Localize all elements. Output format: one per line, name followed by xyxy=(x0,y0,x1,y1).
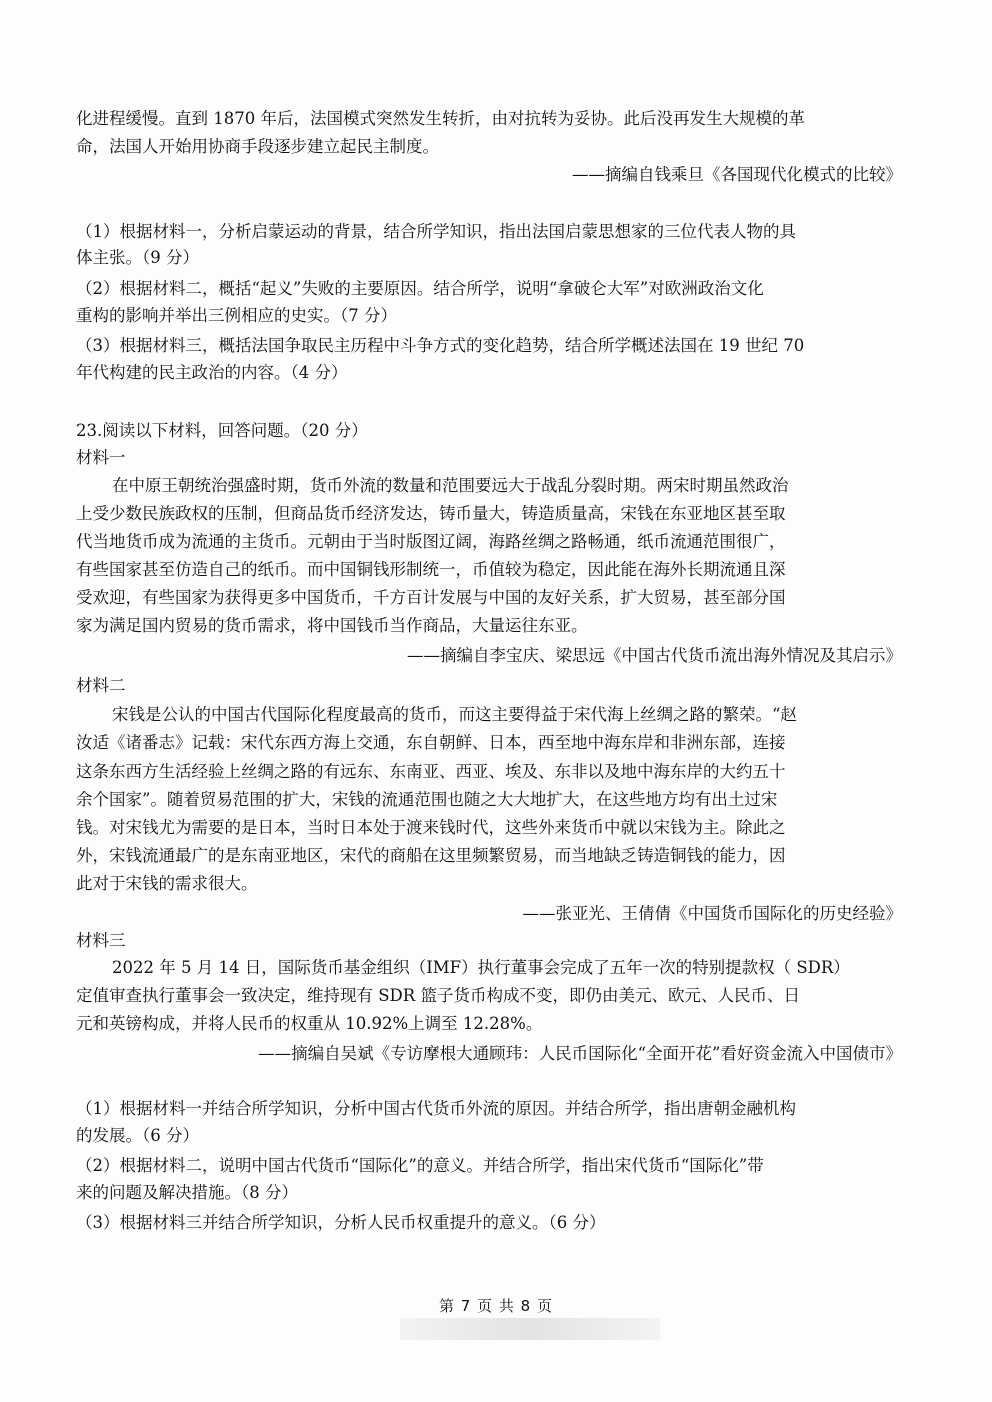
question-title: 23.阅读以下材料，回答问题。（20 分） xyxy=(76,421,368,440)
scan-artifact xyxy=(400,1318,660,1340)
material-text-line: 家为满足国内贸易的货币需求，将中国钱币当作商品，大量运往东亚。 xyxy=(76,616,588,635)
material-text-line: 元和英镑构成，并将人民币的权重从 10.92%上调至 12.28%。 xyxy=(76,1014,543,1033)
question-text-line: （3）根据材料三，概括法国争取民主历程中斗争方式的变化趋势，结合所学概述法国在 19 世纪 70 xyxy=(76,336,805,355)
material-text-line: 汝适《诸番志》记载：宋代东西方海上交通，东自朝鲜、日本，西至地中海东岸和非洲东部，连接 xyxy=(76,733,786,752)
material-text-line: 这条东西方生活经验上丝绸之路的有远东、东南亚、西亚、埃及、东非以及地中海东岸的大约五十 xyxy=(76,762,786,781)
material-text-line: 宋钱是公认的中国古代国际化程度最高的货币，而这主要得益于宋代海上丝绸之路的繁荣。“赵 xyxy=(112,705,797,724)
material-text-line: 化进程缓慢。直到 1870 年后，法国模式突然发生转折，由对抗转为妥协。此后没再发生大规模的革 xyxy=(76,109,805,128)
question-text-line: 来的问题及解决措施。（8 分） xyxy=(76,1183,298,1202)
material-text-line: 余个国家”。随着贸易范围的扩大，宋钱的流通范围也随之大大地扩大，在这些地方均有出土过宋 xyxy=(76,790,778,809)
material-text-line: 2022 年 5 月 14 日，国际货币基金组织（IMF）执行董事会完成了五年一次的特别提款权（ SDR） xyxy=(112,958,850,977)
material-source: ——摘编自吴斌《专访摩根大通顾玮：人民币国际化“全面开花”看好资金流入中国债市》 xyxy=(258,1044,902,1063)
material-text-line: 上受少数民族政权的压制，但商品货币经济发达，铸币量大，铸造质量高，宋钱在东亚地区甚至取 xyxy=(76,504,786,523)
material-source: ——摘编自钱乘旦《各国现代化模式的比较》 xyxy=(572,165,902,184)
material-text-line: 此对于宋钱的需求很大。 xyxy=(76,874,258,893)
question-text-line: （2）根据材料二，概括“起义”失败的主要原因。结合所学，说明“拿破仑大军”对欧洲政治文化 xyxy=(76,279,764,298)
material-source: ——摘编自李宝庆、梁思远《中国古代货币流出海外情况及其启示》 xyxy=(407,646,902,665)
question-text-line: （3）根据材料三并结合所学知识，分析人民币权重提升的意义。（6 分） xyxy=(76,1213,606,1232)
question-text-line: 的发展。（6 分） xyxy=(76,1126,199,1145)
material-text-line: 钱。对宋钱尤为需要的是日本，当时日本处于渡来钱时代，这些外来货币中就以宋钱为主。除此之 xyxy=(76,818,786,837)
material-text-line: 在中原王朝统治强盛时期，货币外流的数量和范围要远大于战乱分裂时期。两宋时期虽然政治 xyxy=(112,476,789,495)
question-text-line: （1）根据材料一，分析启蒙运动的背景，结合所学知识，指出法国启蒙思想家的三位代表人物的具 xyxy=(76,222,796,241)
material-label: 材料一 xyxy=(76,448,126,467)
material-text-line: 受欢迎，有些国家为获得更多中国货币，千方百计发展与中国的友好关系，扩大贸易，甚至部分国 xyxy=(76,588,786,607)
material-text-line: 外，宋钱流通最广的是东南亚地区，宋代的商船在这里频繁贸易，而当地缺乏铸造铜钱的能力，因 xyxy=(76,846,786,865)
material-text-line: 定值审查执行董事会一致决定，维持现有 SDR 篮子货币构成不变，即仍由美元、欧元、人民币、日 xyxy=(76,986,800,1005)
question-text-line: 年代构建的民主政治的内容。（4 分） xyxy=(76,363,348,382)
material-text-line: 命，法国人开始用协商手段逐步建立起民主制度。 xyxy=(76,137,439,156)
material-source: ——张亚光、王倩倩《中国货币国际化的历史经验》 xyxy=(522,904,902,923)
question-text-line: 重构的影响并举出三例相应的史实。（7 分） xyxy=(76,306,397,325)
material-label: 材料二 xyxy=(76,676,126,695)
material-text-line: 有些国家甚至仿造自己的纸币。而中国铜钱形制统一，币值较为稳定，因此能在海外长期流通且深 xyxy=(76,560,786,579)
material-label: 材料三 xyxy=(76,931,126,950)
question-text-line: （2）根据材料二，说明中国古代货币“国际化”的意义。并结合所学，指出宋代货币“国际化”带 xyxy=(76,1156,764,1175)
page-number: 第 7 页 共 8 页 xyxy=(439,1297,553,1315)
question-text-line: （1）根据材料一并结合所学知识，分析中国古代货币外流的原因。并结合所学，指出唐朝金融机构 xyxy=(76,1099,796,1118)
question-text-line: 体主张。（9 分） xyxy=(76,248,199,267)
material-text-line: 代当地货币成为流通的主货币。元朝由于当时版图辽阔，海路丝绸之路畅通，纸币流通范围很广， xyxy=(76,532,786,551)
